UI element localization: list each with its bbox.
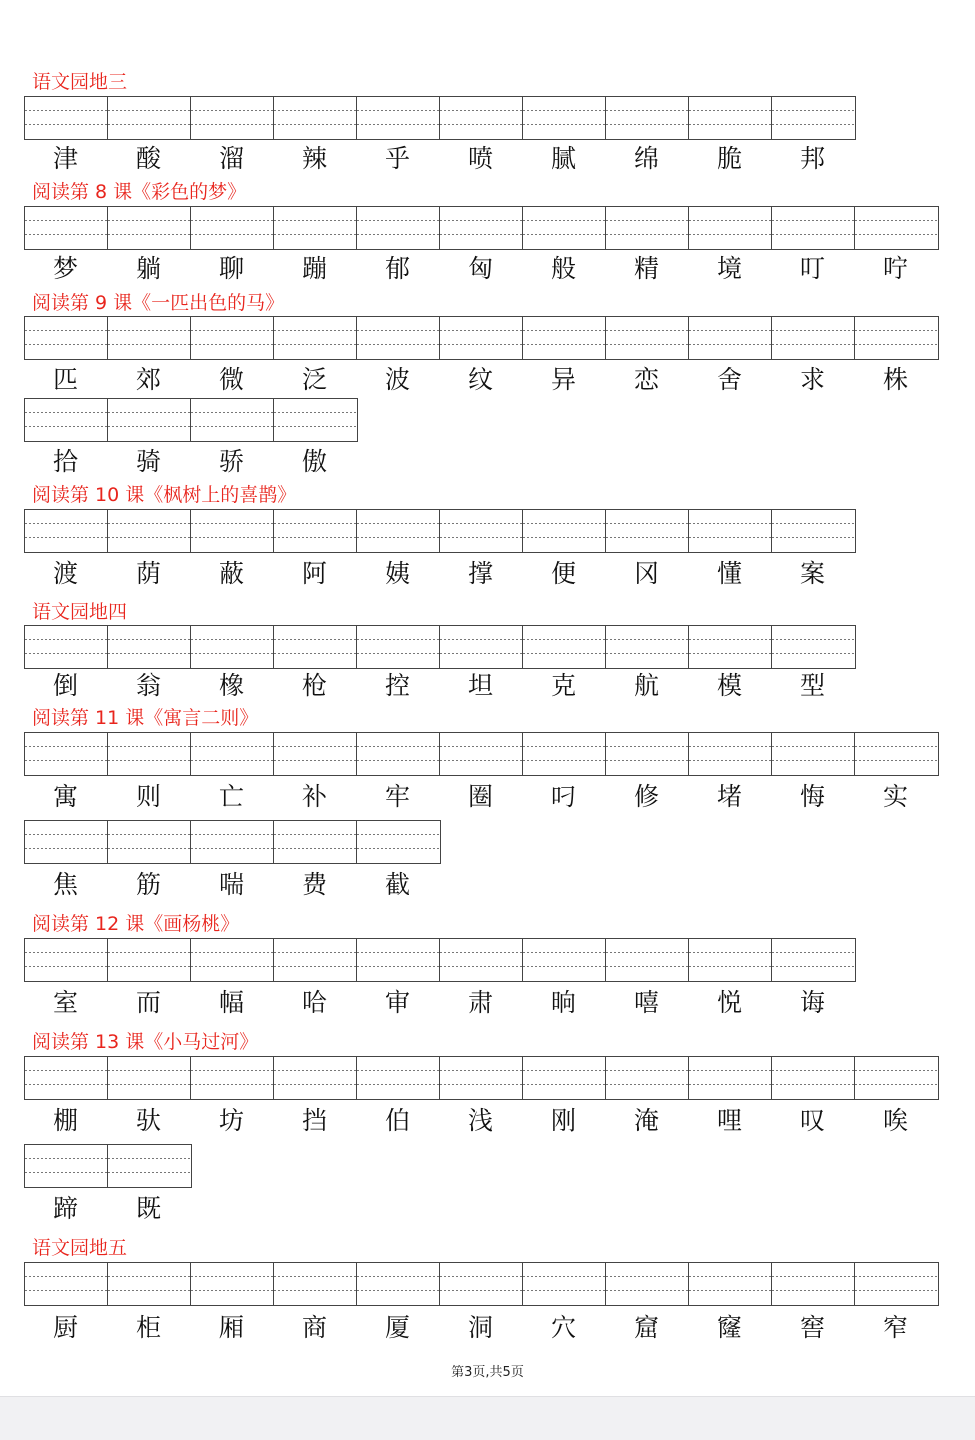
vocabulary-character: 柜 <box>135 1313 161 1342</box>
vocabulary-character: 棚 <box>52 1106 78 1135</box>
writing-cell <box>191 510 274 552</box>
character-row <box>24 1192 190 1226</box>
writing-cell <box>772 317 855 359</box>
vocabulary-character: 喘 <box>218 870 244 899</box>
writing-cell <box>274 1057 357 1099</box>
section-heading: 阅读第 10 课《枫树上的喜鹊》 <box>32 484 297 506</box>
writing-cell <box>606 626 689 668</box>
vocabulary-character: 模 <box>716 671 742 700</box>
vocabulary-character: 懂 <box>716 559 742 588</box>
writing-grid-row <box>24 625 856 669</box>
writing-cell <box>606 939 689 981</box>
vocabulary-character: 蹦 <box>301 254 327 283</box>
writing-cell <box>108 626 191 668</box>
vocabulary-character: 室 <box>52 988 78 1017</box>
writing-cell <box>606 97 689 139</box>
vocabulary-character: 诲 <box>799 988 825 1017</box>
vocabulary-character: 翁 <box>135 671 161 700</box>
vocabulary-character: 厦 <box>384 1313 410 1342</box>
vocabulary-character: 株 <box>882 365 908 394</box>
vocabulary-character: 既 <box>135 1194 161 1223</box>
character-row <box>24 986 854 1020</box>
writing-cell <box>191 939 274 981</box>
vocabulary-character: 叹 <box>799 1106 825 1135</box>
page-number: 第3页,共5页 <box>451 1365 524 1380</box>
writing-cell <box>357 510 440 552</box>
writing-cell <box>440 1057 523 1099</box>
writing-cell <box>855 1057 938 1099</box>
vocabulary-character: 骑 <box>135 447 161 476</box>
writing-cell <box>274 399 357 441</box>
section-heading: 阅读第 11 课《寓言二则》 <box>32 707 259 729</box>
vocabulary-character: 寓 <box>52 782 78 811</box>
writing-cell <box>25 1057 108 1099</box>
writing-cell <box>25 1263 108 1305</box>
writing-cell <box>772 626 855 668</box>
vocabulary-character: 叮 <box>799 254 825 283</box>
vocabulary-character: 淹 <box>633 1106 659 1135</box>
vocabulary-character: 津 <box>52 144 78 173</box>
writing-cell <box>357 733 440 775</box>
vocabulary-character: 般 <box>550 254 576 283</box>
character-row <box>24 142 854 176</box>
writing-grid-row <box>24 96 856 140</box>
vocabulary-character: 姨 <box>384 559 410 588</box>
writing-cell <box>523 1263 606 1305</box>
writing-cell <box>689 207 772 249</box>
vocabulary-character: 傲 <box>301 447 327 476</box>
vocabulary-character: 邦 <box>799 144 825 173</box>
writing-cell <box>689 733 772 775</box>
vocabulary-character: 驮 <box>135 1106 161 1135</box>
writing-cell <box>523 626 606 668</box>
vocabulary-character: 蔽 <box>218 559 244 588</box>
writing-cell <box>357 1263 440 1305</box>
writing-cell <box>108 1145 191 1187</box>
writing-cell <box>191 207 274 249</box>
writing-cell <box>772 939 855 981</box>
writing-cell <box>108 1057 191 1099</box>
vocabulary-character: 案 <box>799 559 825 588</box>
writing-cell <box>689 510 772 552</box>
writing-cell <box>606 207 689 249</box>
vocabulary-character: 截 <box>384 870 410 899</box>
vocabulary-character: 商 <box>301 1313 327 1342</box>
vocabulary-character: 郊 <box>135 365 161 394</box>
writing-cell <box>108 939 191 981</box>
vocabulary-character: 橡 <box>218 671 244 700</box>
writing-cell <box>606 1263 689 1305</box>
writing-grid-row <box>24 206 939 250</box>
writing-cell <box>25 399 108 441</box>
viewer-bottom-bar <box>0 1396 975 1440</box>
vocabulary-character: 刚 <box>550 1106 576 1135</box>
vocabulary-character: 伯 <box>384 1106 410 1135</box>
character-row <box>24 445 356 479</box>
writing-cell <box>357 317 440 359</box>
vocabulary-character: 窖 <box>799 1313 825 1342</box>
character-row <box>24 669 854 703</box>
writing-cell <box>855 733 938 775</box>
writing-cell <box>108 317 191 359</box>
vocabulary-character: 叼 <box>550 782 576 811</box>
vocabulary-character: 冈 <box>633 559 659 588</box>
writing-cell <box>440 626 523 668</box>
vocabulary-character: 克 <box>550 671 576 700</box>
writing-cell <box>689 1057 772 1099</box>
vocabulary-character: 唉 <box>882 1106 908 1135</box>
writing-cell <box>25 510 108 552</box>
character-row <box>24 252 937 286</box>
writing-cell <box>274 939 357 981</box>
vocabulary-character: 骄 <box>218 447 244 476</box>
writing-cell <box>440 939 523 981</box>
vocabulary-character: 喷 <box>467 144 493 173</box>
vocabulary-character: 嘻 <box>633 988 659 1017</box>
vocabulary-character: 阿 <box>301 559 327 588</box>
vocabulary-character: 审 <box>384 988 410 1017</box>
vocabulary-character: 挡 <box>301 1106 327 1135</box>
vocabulary-character: 费 <box>301 870 327 899</box>
writing-cell <box>440 733 523 775</box>
vocabulary-character: 拾 <box>52 447 78 476</box>
vocabulary-character: 筋 <box>135 870 161 899</box>
writing-cell <box>108 733 191 775</box>
writing-cell <box>440 1263 523 1305</box>
vocabulary-character: 厨 <box>52 1313 78 1342</box>
writing-grid-row <box>24 316 939 360</box>
writing-cell <box>689 1263 772 1305</box>
writing-cell <box>274 207 357 249</box>
writing-cell <box>191 626 274 668</box>
vocabulary-character: 控 <box>384 671 410 700</box>
writing-cell <box>689 317 772 359</box>
writing-cell <box>689 97 772 139</box>
writing-cell <box>523 317 606 359</box>
writing-cell <box>108 1263 191 1305</box>
vocabulary-character: 肃 <box>467 988 493 1017</box>
writing-cell <box>440 97 523 139</box>
writing-cell <box>25 939 108 981</box>
vocabulary-character: 郁 <box>384 254 410 283</box>
writing-cell <box>25 733 108 775</box>
writing-cell <box>440 510 523 552</box>
writing-cell <box>108 399 191 441</box>
writing-grid-row <box>24 1144 192 1188</box>
writing-cell <box>274 626 357 668</box>
writing-cell <box>108 821 191 863</box>
vocabulary-character: 哩 <box>716 1106 742 1135</box>
vocabulary-character: 腻 <box>550 144 576 173</box>
vocabulary-character: 恋 <box>633 365 659 394</box>
writing-cell <box>108 510 191 552</box>
writing-cell <box>606 317 689 359</box>
vocabulary-character: 绵 <box>633 144 659 173</box>
writing-cell <box>25 821 108 863</box>
vocabulary-character: 精 <box>633 254 659 283</box>
writing-cell <box>191 1057 274 1099</box>
vocabulary-character: 悔 <box>799 782 825 811</box>
writing-cell <box>606 510 689 552</box>
vocabulary-character: 匈 <box>467 254 493 283</box>
writing-cell <box>274 317 357 359</box>
vocabulary-character: 悦 <box>716 988 742 1017</box>
writing-cell <box>25 317 108 359</box>
vocabulary-character: 便 <box>550 559 576 588</box>
writing-cell <box>523 207 606 249</box>
writing-cell <box>191 821 274 863</box>
section-heading: 阅读第 9 课《一匹出色的马》 <box>32 292 285 314</box>
writing-grid-row <box>24 732 939 776</box>
vocabulary-character: 航 <box>633 671 659 700</box>
writing-cell <box>772 207 855 249</box>
writing-cell <box>357 821 440 863</box>
writing-cell <box>25 1145 108 1187</box>
section-heading: 阅读第 12 课《画杨桃》 <box>32 913 240 935</box>
vocabulary-character: 浅 <box>467 1106 493 1135</box>
section-heading: 语文园地五 <box>32 1237 128 1259</box>
writing-cell <box>191 733 274 775</box>
writing-cell <box>25 207 108 249</box>
writing-cell <box>689 626 772 668</box>
vocabulary-character: 乎 <box>384 144 410 173</box>
vocabulary-character: 坦 <box>467 671 493 700</box>
vocabulary-character: 泛 <box>301 365 327 394</box>
writing-cell <box>440 207 523 249</box>
character-row <box>24 1104 937 1138</box>
character-row <box>24 363 937 397</box>
writing-cell <box>772 510 855 552</box>
vocabulary-character: 异 <box>550 365 576 394</box>
vocabulary-character: 型 <box>799 671 825 700</box>
vocabulary-character: 晌 <box>550 988 576 1017</box>
writing-cell <box>274 510 357 552</box>
section-heading: 阅读第 13 课《小马过河》 <box>32 1031 259 1053</box>
vocabulary-character: 枪 <box>301 671 327 700</box>
vocabulary-character: 圈 <box>467 782 493 811</box>
vocabulary-character: 咛 <box>882 254 908 283</box>
writing-cell <box>108 97 191 139</box>
vocabulary-character: 舍 <box>716 365 742 394</box>
vocabulary-character: 聊 <box>218 254 244 283</box>
vocabulary-character: 撑 <box>467 559 493 588</box>
writing-cell <box>274 1263 357 1305</box>
writing-cell <box>772 97 855 139</box>
vocabulary-character: 波 <box>384 365 410 394</box>
vocabulary-character: 蹄 <box>52 1194 78 1223</box>
vocabulary-character: 窿 <box>716 1313 742 1342</box>
vocabulary-character: 焦 <box>52 870 78 899</box>
section-heading: 语文园地三 <box>32 71 128 93</box>
writing-cell <box>772 1263 855 1305</box>
character-row <box>24 868 439 902</box>
vocabulary-character: 溜 <box>218 144 244 173</box>
writing-cell <box>772 733 855 775</box>
writing-cell <box>191 1263 274 1305</box>
writing-cell <box>772 1057 855 1099</box>
vocabulary-character: 脆 <box>716 144 742 173</box>
vocabulary-character: 坊 <box>218 1106 244 1135</box>
vocabulary-character: 而 <box>135 988 161 1017</box>
vocabulary-character: 窟 <box>633 1313 659 1342</box>
writing-cell <box>191 317 274 359</box>
character-row <box>24 780 937 814</box>
vocabulary-character: 躺 <box>135 254 161 283</box>
writing-cell <box>274 733 357 775</box>
vocabulary-character: 亡 <box>218 782 244 811</box>
writing-grid-row <box>24 820 441 864</box>
writing-cell <box>855 1263 938 1305</box>
writing-cell <box>108 207 191 249</box>
vocabulary-character: 实 <box>882 782 908 811</box>
writing-grid-row <box>24 1056 939 1100</box>
writing-cell <box>606 733 689 775</box>
vocabulary-character: 求 <box>799 365 825 394</box>
vocabulary-character: 匹 <box>52 365 78 394</box>
vocabulary-character: 渡 <box>52 559 78 588</box>
vocabulary-character: 荫 <box>135 559 161 588</box>
vocabulary-character: 辣 <box>301 144 327 173</box>
writing-cell <box>689 939 772 981</box>
writing-cell <box>357 626 440 668</box>
writing-cell <box>25 626 108 668</box>
writing-cell <box>357 97 440 139</box>
vocabulary-character: 梦 <box>52 254 78 283</box>
vocabulary-character: 窄 <box>882 1313 908 1342</box>
writing-cell <box>523 1057 606 1099</box>
vocabulary-character: 倒 <box>52 671 78 700</box>
writing-grid-row <box>24 1262 939 1306</box>
writing-cell <box>606 1057 689 1099</box>
vocabulary-character: 幅 <box>218 988 244 1017</box>
character-row <box>24 1311 937 1345</box>
vocabulary-character: 境 <box>716 254 742 283</box>
writing-cell <box>440 317 523 359</box>
writing-grid-row <box>24 398 358 442</box>
vocabulary-character: 牢 <box>384 782 410 811</box>
writing-grid-row <box>24 938 856 982</box>
writing-cell <box>357 207 440 249</box>
vocabulary-character: 酸 <box>135 144 161 173</box>
writing-cell <box>25 97 108 139</box>
section-heading: 阅读第 8 课《彩色的梦》 <box>32 181 247 203</box>
writing-cell <box>274 821 357 863</box>
vocabulary-character: 厢 <box>218 1313 244 1342</box>
vocabulary-character: 堵 <box>716 782 742 811</box>
character-row <box>24 557 854 591</box>
writing-cell <box>523 733 606 775</box>
writing-cell <box>357 939 440 981</box>
writing-cell <box>855 317 938 359</box>
vocabulary-character: 修 <box>633 782 659 811</box>
vocabulary-character: 穴 <box>550 1313 576 1342</box>
vocabulary-character: 纹 <box>467 365 493 394</box>
vocabulary-character: 洞 <box>467 1313 493 1342</box>
vocabulary-character: 哈 <box>301 988 327 1017</box>
writing-cell <box>357 1057 440 1099</box>
section-heading: 语文园地四 <box>32 601 128 623</box>
vocabulary-character: 微 <box>218 365 244 394</box>
writing-cell <box>274 97 357 139</box>
vocabulary-character: 则 <box>135 782 161 811</box>
writing-cell <box>191 97 274 139</box>
writing-cell <box>523 939 606 981</box>
writing-cell <box>191 399 274 441</box>
writing-cell <box>855 207 938 249</box>
writing-cell <box>523 97 606 139</box>
writing-cell <box>523 510 606 552</box>
writing-grid-row <box>24 509 856 553</box>
vocabulary-character: 补 <box>301 782 327 811</box>
